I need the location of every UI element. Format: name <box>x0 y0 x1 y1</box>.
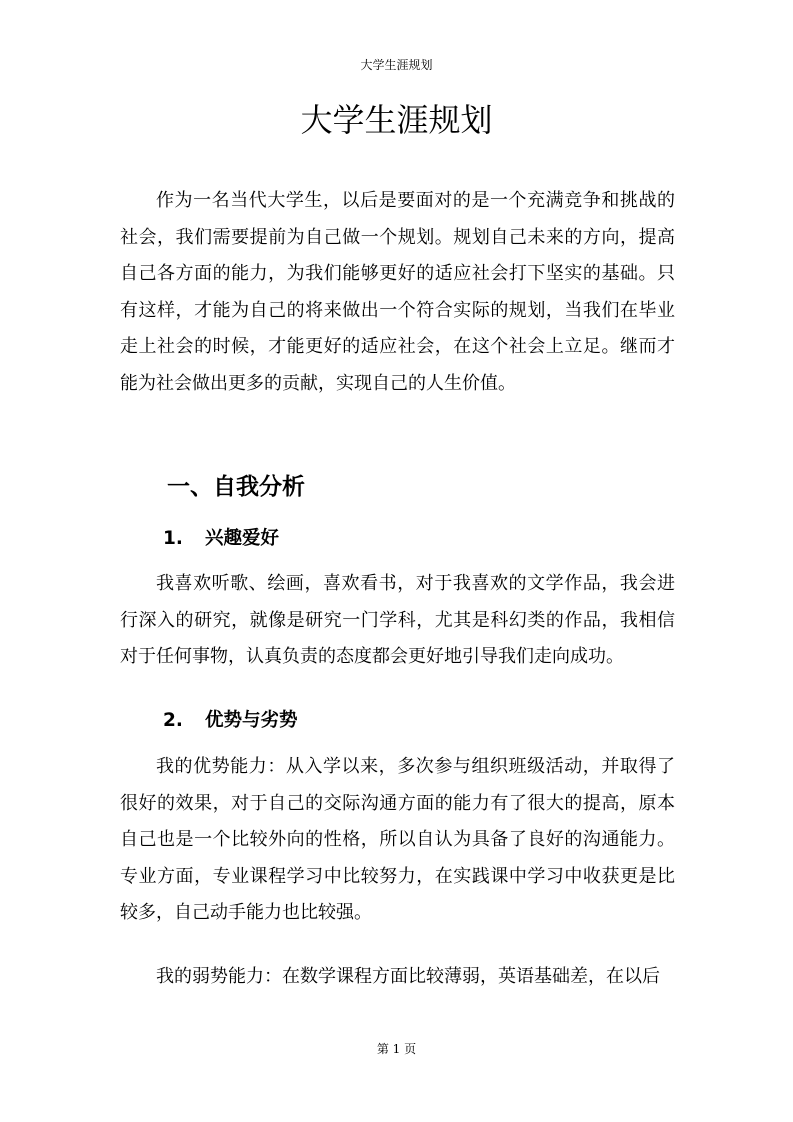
intro-paragraph: 作为一名当代大学生，以后是要面对的是一个充满竞争和挑战的社会，我们需要提前为自己做一个规划。规划自己未来的方向，提高自己各方面的能力，为我们能够更好的适应社会打下坚实的基础。只有这样，才能为自己的将来做出一个符合实际的规划，当我们在毕业走上社会的时候，才能更好的适应社会，在这个社会上立足。继而才能为社会做出更多的贡献，实现自己的人生价值。 <box>120 190 675 394</box>
document-title: 大学生涯规划 <box>300 101 493 139</box>
running-header: 大学生涯规划 <box>360 58 433 72</box>
strengths-paragraph: 我的优势能力：从入学以来，多次参与组织班级活动，并取得了很好的效果，对于自己的交际沟通方面的能力有了很大的提高，原本自己也是一个比较外向的性格，所以自认为具备了良好的沟通能力。专业方面，专业课程学习中比较努力，在实践课中学习中收获更是比较多，自己动手能力也比较强。 <box>120 756 675 923</box>
subsection-title: 兴趣爱好 <box>205 528 280 549</box>
subsection-heading-strengths-weaknesses <box>163 707 298 735</box>
subsection-number: 2. <box>163 710 183 731</box>
subsection-number: 1. <box>163 528 183 549</box>
page-number: 第 1 页 <box>376 1042 417 1056</box>
section-heading-self-analysis: 一、自我分析 <box>167 474 305 500</box>
interests-paragraph: 我喜欢听歌、绘画，喜欢看书，对于我喜欢的文学作品，我会进行深入的研究，就像是研究一门学科，尤其是科幻类的作品，我相信对于任何事物，认真负责的态度都会更好地引导我们走向成功。 <box>120 573 675 667</box>
weaknesses-paragraph: 我的弱势能力：在数学课程方面比较薄弱，英语基础差，在以后 <box>156 966 660 987</box>
subsection-title: 优势与劣势 <box>205 710 298 731</box>
header-divider <box>119 77 674 78</box>
subsection-heading-interests <box>163 525 279 553</box>
